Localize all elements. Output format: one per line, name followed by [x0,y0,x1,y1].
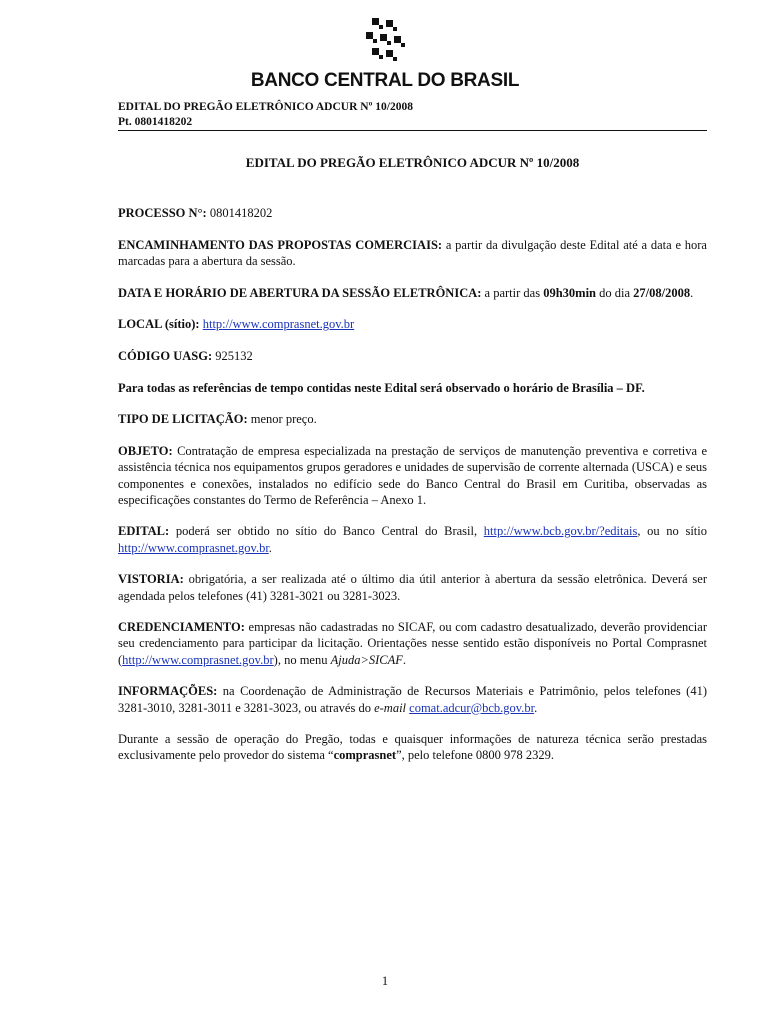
bcb-editais-link[interactable]: http://www.bcb.gov.br/?editais [483,524,638,539]
informacoes-text: na Coordenação de Administração de Recursos Materiais e Patrimônio, pelos telefones (41) 3281-3010, 3281-3011 e 3281-3023, ou através do [118,684,707,715]
objeto-text: Contratação de empresa especializada na prestação de serviços de manutenção preventiva e corretiva e assistência técnica nos equipamentos grupos geradores e unidades de supervisão de corrente alternada (USCA) e seus componentes e conexões, instalados no edifício sede do Banco Central do Brasil em Curitiba, observadas as especificações constantes do Termo de Referência – Anexo 1. [118,444,707,507]
email-link[interactable]: comat.adcur@bcb.gov.br [409,700,535,715]
bank-name: BANCO CENTRAL DO BRASIL [250,70,520,91]
credenciamento-text: empresas não cadastradas no SICAF, ou com cadastro desatualizado, deverão providenciar seu credenciamento para participar da licitação. Orientações nesse sentido estão disponíveis no Portal Comprasnet ( [118,620,707,667]
processo-value: 0801418202 [206,206,273,220]
edital-paragraph [118,523,707,555]
header-edital-line: EDITAL DO PREGÃO ELETRÔNICO ADCUR Nº 10/2008 [118,101,413,113]
data-horario-text: a partir das [481,285,544,300]
encaminhamento-paragraph [118,237,707,269]
edital-text: poderá ser obtido no sítio do Banco Central do Brasil, [169,524,484,539]
encaminhamento-label: ENCAMINHAMENTO DAS PROPOSTAS COMERCIAIS: [118,237,443,252]
data-horario-text-2: do dia [596,285,634,300]
comprasnet-link-2[interactable]: http://www.comprasnet.gov.br [118,540,269,555]
document-title: EDITAL DO PREGÃO ELETRÔNICO ADCUR Nº 10/2008 [245,155,580,170]
informacoes-paragraph [118,683,707,715]
vistoria-paragraph [118,571,707,603]
uasg-value: 925132 [212,349,253,364]
data-horario-label: DATA E HORÁRIO DE ABERTURA DA SESSÃO ELETRÔNICA: [118,285,482,300]
processo-label: PROCESSO N°: [118,206,207,220]
comprasnet-link[interactable]: http://www.comprasnet.gov.br [202,317,355,332]
tipo-value: menor preço. [247,412,317,427]
edital-end: . [268,540,272,555]
tipo-paragraph [118,411,707,427]
durante-paragraph [118,731,707,763]
document-header [118,100,413,129]
comprasnet-link-3[interactable]: http://www.comprasnet.gov.br [122,652,274,667]
system-name: comprasnet [333,748,397,763]
encaminhamento-text: a partir da divulgação deste Edital até a data e hora marcadas para a abertura da sessão. [118,237,707,268]
bank-logo [0,14,770,92]
local-paragraph [118,316,707,332]
uasg-label: CÓDIGO UASG: [118,349,213,364]
objeto-label: OBJETO: [118,444,173,459]
session-time: 09h30min [543,285,596,300]
credenciamento-label: CREDENCIAMENTO: [118,620,245,635]
document-body [118,205,707,779]
objeto-paragraph [118,443,707,508]
data-horario-paragraph [118,285,707,301]
time-reference-note: Para todas as referências de tempo contidas neste Edital será observado o horário de Brasília – DF. [118,380,645,395]
informacoes-label: INFORMAÇÕES: [118,684,218,699]
vistoria-label: VISTORIA: [118,572,184,587]
durante-text-2: ”, pelo telefone 0800 978 2329. [396,748,555,763]
header-process-line: Pt. 0801418202 [118,115,193,128]
header-divider [118,130,707,131]
page-number: 1 [381,974,389,988]
bcb-emblem-icon [360,14,410,64]
processo-paragraph [118,205,707,221]
uasg-paragraph [118,348,707,364]
sicaf-menu-path: Ajuda>SICAF [330,652,403,667]
credenciamento-end: . [402,652,407,667]
edital-label: EDITAL: [118,524,170,539]
data-horario-end: . [690,285,694,300]
informacoes-end: . [534,700,538,715]
credenciamento-paragraph [118,619,707,668]
durante-text: Durante a sessão de operação do Pregão, todas e quaisquer informações de natureza técnica serão prestadas exclusivamente pelo provedor do sistema “ [118,732,707,763]
edital-text-2: , ou no sítio [637,524,707,539]
session-date: 27/08/2008 [633,285,691,300]
vistoria-text: obrigatória, a ser realizada até o último dia útil anterior à abertura da sessão eletrônica. Deverá ser agendada pelos telefones (41) 3281-3021 ou 3281-3023. [118,572,707,603]
credenciamento-text-2: ), no menu [273,652,331,667]
tipo-label: TIPO DE LICITAÇÃO: [118,412,248,427]
local-label: LOCAL (sítio): [118,317,200,332]
email-word: e-mail [374,700,407,715]
